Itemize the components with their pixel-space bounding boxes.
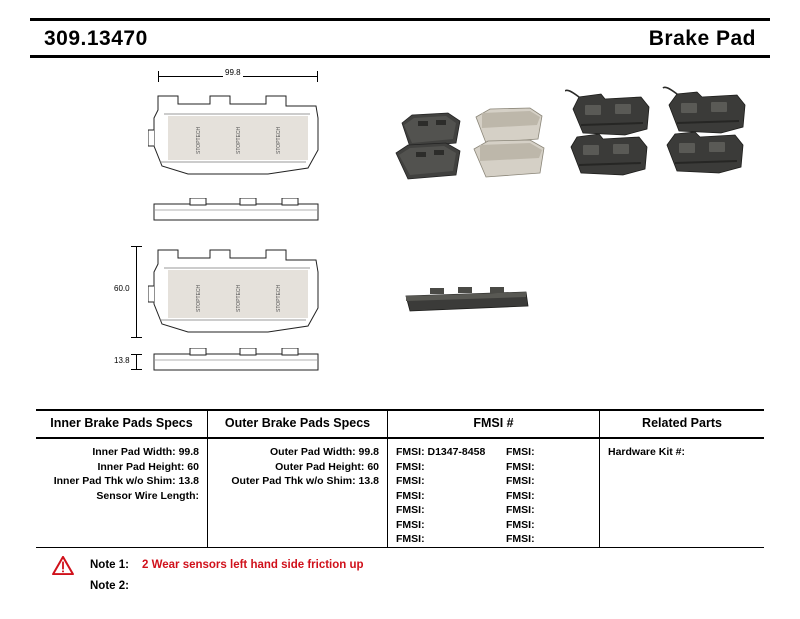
fmsi-row xyxy=(388,460,599,475)
svg-text:STOPTECH: STOPTECH xyxy=(196,284,202,312)
product-photos xyxy=(390,80,780,330)
specs-table xyxy=(36,409,764,548)
column-header-related-parts: Related Parts xyxy=(642,416,722,430)
lower-pad-side-profile xyxy=(148,348,328,376)
fmsi-cell xyxy=(388,439,600,547)
fmsi-left-value: FMSI: xyxy=(396,475,425,487)
width-dim-tick-left xyxy=(158,71,159,82)
upper-pad-side-profile xyxy=(148,198,328,226)
fmsi-row xyxy=(388,503,599,518)
fmsi-row xyxy=(388,445,599,460)
thickness-dimension-label: 13.8 xyxy=(114,356,130,365)
fmsi-right-value: FMSI: xyxy=(506,446,535,458)
page-title: Brake Pad xyxy=(648,27,756,50)
fmsi-row xyxy=(388,489,599,504)
height-dimension-line xyxy=(136,246,137,338)
width-dim-tick-right xyxy=(317,71,318,82)
height-dim-tick-bottom xyxy=(131,337,142,338)
fmsi-row xyxy=(388,532,599,547)
note-1-text: 2 Wear sensors left hand side friction up xyxy=(142,558,364,571)
pad-set-photo-left xyxy=(390,95,560,195)
hardware-kit-number: Hardware Kit #: xyxy=(608,446,686,458)
related-parts-cell xyxy=(600,439,764,547)
technical-drawings xyxy=(114,66,370,376)
column-header-outer-specs: Outer Brake Pads Specs xyxy=(208,411,388,437)
fmsi-left-value: FMSI: xyxy=(396,533,425,545)
sheet-header xyxy=(30,18,770,58)
warning-icon xyxy=(52,556,74,575)
upper-pad-face-drawing xyxy=(148,84,328,189)
width-dimension-label: 99.8 xyxy=(225,68,241,77)
specs-table-body xyxy=(36,439,764,547)
inner-pad-thickness: Inner Pad Thk w/o Shim: 13.8 xyxy=(53,475,199,487)
outer-pad-width: Outer Pad Width: 99.8 xyxy=(269,446,379,458)
pad-set-photo-right xyxy=(565,85,765,190)
inner-specs-cell xyxy=(36,439,208,547)
fmsi-left-value: FMSI: xyxy=(396,504,425,516)
pad-edge-photo xyxy=(402,280,532,320)
fmsi-left-value: FMSI: D1347-8458 xyxy=(396,446,486,458)
fmsi-right-value: FMSI: xyxy=(506,518,535,531)
part-number: 309.13470 xyxy=(44,27,148,50)
thickness-dim-tick-bottom xyxy=(131,369,142,370)
column-header-fmsi: FMSI # xyxy=(388,411,600,437)
lower-pad-face-drawing xyxy=(148,238,328,346)
fmsi-row xyxy=(388,474,599,489)
fmsi-left-value: FMSI: xyxy=(396,518,425,531)
inner-pad-width: Inner Pad Width: 99.8 xyxy=(92,446,199,458)
svg-text:STOPTECH: STOPTECH xyxy=(196,126,202,154)
thickness-dim-tick-top xyxy=(131,354,142,355)
svg-text:STOPTECH: STOPTECH xyxy=(276,284,282,312)
fmsi-row xyxy=(388,518,599,533)
outer-pad-height: Outer Pad Height: 60 xyxy=(275,460,379,473)
sensor-wire-length: Sensor Wire Length: xyxy=(96,489,199,502)
note-1-row xyxy=(52,554,552,575)
note-2-label: Note 2: xyxy=(90,579,129,592)
note-1-label: Note 1: xyxy=(90,558,129,571)
column-header-inner-specs: Inner Brake Pads Specs xyxy=(36,411,208,437)
specs-table-header-row xyxy=(36,411,764,439)
note-2-row xyxy=(52,575,552,596)
fmsi-right-value: FMSI: xyxy=(506,475,535,487)
fmsi-right-value: FMSI: xyxy=(506,533,535,545)
outer-pad-thickness: Outer Pad Thk w/o Shim: 13.8 xyxy=(231,475,379,487)
fmsi-left-value: FMSI: xyxy=(396,489,425,502)
svg-text:STOPTECH: STOPTECH xyxy=(236,284,242,312)
svg-text:STOPTECH: STOPTECH xyxy=(276,126,282,154)
svg-text:STOPTECH: STOPTECH xyxy=(236,126,242,154)
fmsi-right-value: FMSI: xyxy=(506,504,535,516)
fmsi-right-value: FMSI: xyxy=(506,460,535,473)
notes-section xyxy=(52,554,552,596)
inner-pad-height: Inner Pad Height: 60 xyxy=(97,460,199,473)
height-dimension-label: 60.0 xyxy=(114,284,130,293)
outer-specs-cell xyxy=(208,439,388,547)
fmsi-right-value: FMSI: xyxy=(506,489,535,502)
fmsi-left-value: FMSI: xyxy=(396,460,425,473)
height-dim-tick-top xyxy=(131,246,142,247)
thickness-dimension-line xyxy=(136,354,137,370)
